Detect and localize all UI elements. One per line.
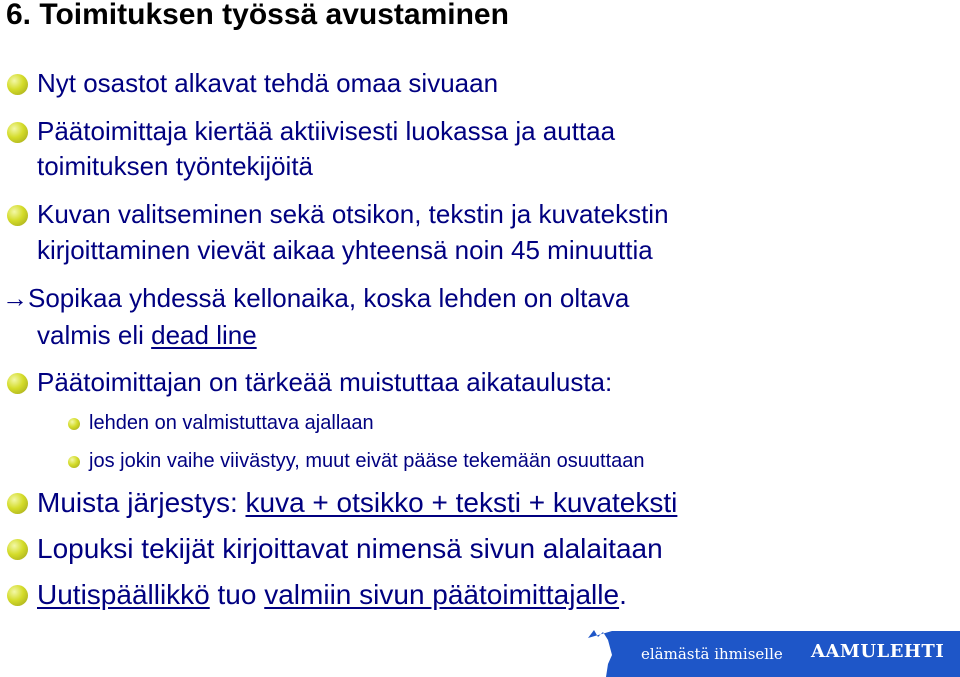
sub-bullet-icon xyxy=(68,456,80,468)
bullet-icon xyxy=(7,74,28,95)
bullet-text-cont: kirjoittaminen vievät aikaa yhteensä noin 45 minuuttia xyxy=(37,235,653,265)
bullet-icon xyxy=(7,585,28,606)
bullet-text: Lopuksi tekijät kirjoittavat nimensä sivun alalaitaan xyxy=(37,533,663,564)
arrow-item-text: Sopikaa yhdessä kellonaika, koska lehden on oltava xyxy=(28,283,630,313)
bullet-text: Päätoimittajan on tärkeää muistuttaa aikataulusta: xyxy=(37,367,613,397)
footer-tagline: elämästä ihmiselle xyxy=(641,645,783,663)
bullet-end-text: . xyxy=(619,579,627,610)
bullet-icon xyxy=(7,493,28,514)
order-label: Muista järjestys: xyxy=(37,487,246,518)
order-link[interactable]: kuva + otsikko + teksti + kuvateksti xyxy=(245,487,678,518)
aamulehti-logo: AAMULEHTI xyxy=(811,641,945,662)
bullet-icon xyxy=(7,373,28,394)
bullet-text: Nyt osastot alkavat tehdä omaa sivuaan xyxy=(37,68,499,98)
arrow-icon: → xyxy=(2,283,28,313)
bullet-text xyxy=(37,486,677,519)
arrow-item-pre: valmis eli xyxy=(37,320,152,350)
bullet-icon xyxy=(7,539,28,560)
news-editor-link[interactable]: Uutispäällikkö xyxy=(37,579,210,610)
deadline-link[interactable]: dead line xyxy=(151,320,257,350)
bullet-text-cont: toimituksen työntekijöitä xyxy=(37,151,314,181)
sub-bullet-text: jos jokin vaihe viivästyy, muut eivät pääse tekemään osuuttaan xyxy=(89,450,645,472)
sub-bullet-text: lehden on valmistuttava ajallaan xyxy=(89,412,374,434)
sub-bullet-icon xyxy=(68,418,80,430)
arrow-item-cont xyxy=(37,319,257,352)
bullet-icon xyxy=(7,205,28,226)
editor-link[interactable]: valmiin sivun päätoimittajalle xyxy=(264,579,620,610)
bullet-icon xyxy=(7,122,28,143)
slide-title: 6. Toimituksen työssä avustaminen xyxy=(6,0,509,31)
bullet-text: Kuvan valitseminen sekä otsikon, tekstin ja kuvatekstin xyxy=(37,199,669,229)
arrow-item xyxy=(2,282,629,315)
bullet-text: Päätoimittaja kiertää aktiivisesti luokassa ja auttaa xyxy=(37,116,616,146)
bullet-text xyxy=(37,578,627,611)
bullet-mid-text: tuo xyxy=(209,579,265,610)
